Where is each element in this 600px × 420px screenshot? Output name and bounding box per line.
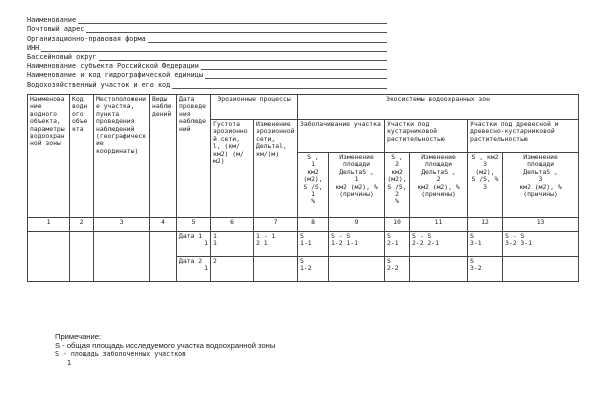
cell-line: площади <box>527 160 554 169</box>
cell-line: S , <box>307 153 319 161</box>
column-number: 10 <box>385 218 410 232</box>
cell-line: 1 <box>311 160 315 169</box>
shrub-header: Участки под кустарниковой растительностью <box>385 120 468 153</box>
area-3-header <box>468 153 503 218</box>
cell-line: площади <box>425 160 452 169</box>
cell-line: 1 <box>311 190 315 199</box>
col-date-header: Дата проведения наблюдений <box>177 95 211 218</box>
cell-line: S /S, % <box>471 175 499 184</box>
header-field-line <box>148 35 387 43</box>
change-1-cell <box>254 232 298 257</box>
column-number: 4 <box>150 218 177 232</box>
cell-line: ДельтаS , <box>421 167 456 176</box>
ds1-cell <box>329 232 385 257</box>
cell-line: км2 (м2), % <box>335 182 378 191</box>
erosion-density-header: Густота эрозионной сети, l, (км/км2) (м/м2) <box>211 120 254 218</box>
cell-line: Изменение <box>523 153 558 161</box>
cell-line: км2 (м2), % <box>519 182 562 191</box>
date-2-cell: Дата 2 1 <box>177 257 211 282</box>
cell-line: (причины) <box>421 190 456 199</box>
header-field-label: Организационно-правовая форма <box>27 34 146 43</box>
header-field <box>27 61 387 70</box>
cell-line: км2 <box>307 167 319 176</box>
cell-line: S - S <box>505 232 525 240</box>
cell-line: 1-2 <box>300 264 312 273</box>
s22-cell <box>385 257 410 282</box>
erosion-change-header: Изменение эрозионной сети, Дельтаl, км/(м) <box>254 120 298 218</box>
cell-line: S /S, <box>303 182 323 191</box>
cell-line: 2 <box>395 190 399 199</box>
column-number: 8 <box>298 218 329 232</box>
erosion-group-header: Эрозионные процессы <box>211 95 298 120</box>
header-field <box>27 52 387 61</box>
header-field <box>27 15 387 24</box>
header-field <box>27 43 387 52</box>
cell-line: S <box>470 257 474 265</box>
header-field <box>27 79 387 88</box>
header-field-label: Бассейновый округ <box>27 52 97 61</box>
header-field-line <box>172 81 387 89</box>
note-title: Примечание: <box>55 332 102 341</box>
change-2-header <box>410 153 468 218</box>
cell-line: % <box>395 197 399 206</box>
cell-line: Изменение <box>339 153 374 161</box>
note-line-3: 1 <box>67 359 71 367</box>
cell-line: км2 <box>391 167 403 176</box>
s32-cell <box>468 257 503 282</box>
header-field-line <box>205 71 387 79</box>
date-1-cell: Дата 1 1 <box>177 232 211 257</box>
cell-line: S - S <box>331 232 351 240</box>
cell-line: 3 <box>483 182 487 191</box>
change-1-header <box>329 153 385 218</box>
cell-line: 2 1 <box>256 239 268 248</box>
header-fields <box>27 15 387 89</box>
s11-cell <box>298 232 329 257</box>
header-field <box>27 24 387 33</box>
density-1-cell <box>211 232 254 257</box>
notes-section <box>55 332 275 368</box>
header-field <box>27 70 387 79</box>
cell-line: площади <box>343 160 370 169</box>
cell-line: ДельтаS , <box>339 167 374 176</box>
area-2-header <box>385 153 410 218</box>
ds3-cell <box>503 232 579 257</box>
ds2-cell <box>410 232 468 257</box>
cell-line: S , <box>391 153 403 161</box>
cell-line: S <box>387 232 391 240</box>
column-number: 7 <box>254 218 298 232</box>
cell-line: 3-1 <box>470 239 482 248</box>
header-field-label: Почтовый адрес <box>27 25 85 34</box>
col-location-header: Местоположение участка, пункта проведения наблюдений (географические координаты) <box>94 95 150 218</box>
header-field-line <box>201 62 387 70</box>
s31-cell <box>468 232 503 257</box>
cell-line: 3-2 <box>470 264 482 273</box>
column-number: 2 <box>70 218 94 232</box>
column-number: 13 <box>503 218 579 232</box>
cell-line: 2 <box>213 257 217 265</box>
column-number: 6 <box>211 218 254 232</box>
cell-line: 2-2 <box>387 264 399 273</box>
cell-line: км2 (м2), % <box>417 182 460 191</box>
col-types-header: Виды наблюдений <box>150 95 177 218</box>
table-row <box>28 232 579 257</box>
header-field-label: ИНН <box>27 43 40 52</box>
header-field-label: Наименование <box>27 16 77 25</box>
cell-line: (причины) <box>339 190 374 199</box>
cell-line: (причины) <box>523 190 558 199</box>
cell-line: 1 - 1 <box>256 232 276 240</box>
cell-line: % <box>311 197 315 206</box>
cell-line: S <box>387 257 391 265</box>
cell-line: 1-1 <box>300 239 312 248</box>
ecosystems-group-header: Экосистемы водоохранных зон <box>298 95 579 120</box>
s12-cell <box>298 257 329 282</box>
col-code-header: Код водного объекта <box>70 95 94 218</box>
header-field-label: Водохозяйственный участок и его код <box>27 80 171 89</box>
note-line-2: S - площадь заболоченных участков <box>55 350 187 358</box>
density-2-cell <box>211 257 254 282</box>
cell-line: 1-2 1-1 <box>331 239 358 248</box>
column-number: 3 <box>94 218 150 232</box>
header-field-label: Наименование и код гидрографической единицы <box>27 71 203 80</box>
cell-line: (м2), <box>387 175 407 184</box>
note-line-1: S - общая площадь исследуемого участка водоохранной зоны <box>55 341 276 350</box>
column-numbers-row <box>28 218 579 232</box>
header-field-label: Наименование субъекта Российской Федерации <box>27 62 199 71</box>
change-3-header <box>503 153 579 218</box>
column-number: 9 <box>329 218 385 232</box>
cell-line: S <box>470 232 474 240</box>
column-number: 1 <box>28 218 70 232</box>
cell-line: ДельтаS , <box>523 167 558 176</box>
cell-line: 1 <box>213 239 217 248</box>
column-number: 5 <box>177 218 211 232</box>
cell-line: (м2), <box>303 175 323 184</box>
cell-line: 2-2 2-1 <box>412 239 439 248</box>
woody-header: Участки под древесной и древесно-кустарниковой растительностью <box>468 120 579 153</box>
cell-line: Изменение <box>421 153 456 161</box>
column-number: 12 <box>468 218 503 232</box>
cell-line: S <box>300 257 304 265</box>
cell-line: S , км2 <box>471 153 499 161</box>
cell-line: S - S <box>412 232 432 240</box>
cell-line: 3 <box>538 175 543 184</box>
area-1-header <box>298 153 329 218</box>
header-field-line <box>99 53 387 61</box>
s21-cell <box>385 232 410 257</box>
header-field-line <box>78 16 387 24</box>
cell-line: S <box>300 232 304 240</box>
header-field-line <box>41 44 387 52</box>
cell-line: 3-2 3-1 <box>505 239 532 248</box>
cell-line: (м2), <box>475 167 495 176</box>
cell-line: S /S, <box>387 182 407 191</box>
col-object-header: Наименование водного объекта, параметры водоохранной зоны <box>28 95 70 218</box>
cell-line: 3 <box>483 160 487 169</box>
column-number: 11 <box>410 218 468 232</box>
cell-line: 1 <box>354 175 359 184</box>
header-field <box>27 33 387 42</box>
cell-line: 2 <box>436 175 441 184</box>
cell-line: 2 <box>395 160 399 169</box>
swamp-header: Заболачивание участка <box>298 120 385 153</box>
cell-line: 2-1 <box>387 239 399 248</box>
cell-line: 1 <box>213 232 217 240</box>
header-field-line <box>86 25 387 33</box>
observation-table <box>27 94 579 282</box>
